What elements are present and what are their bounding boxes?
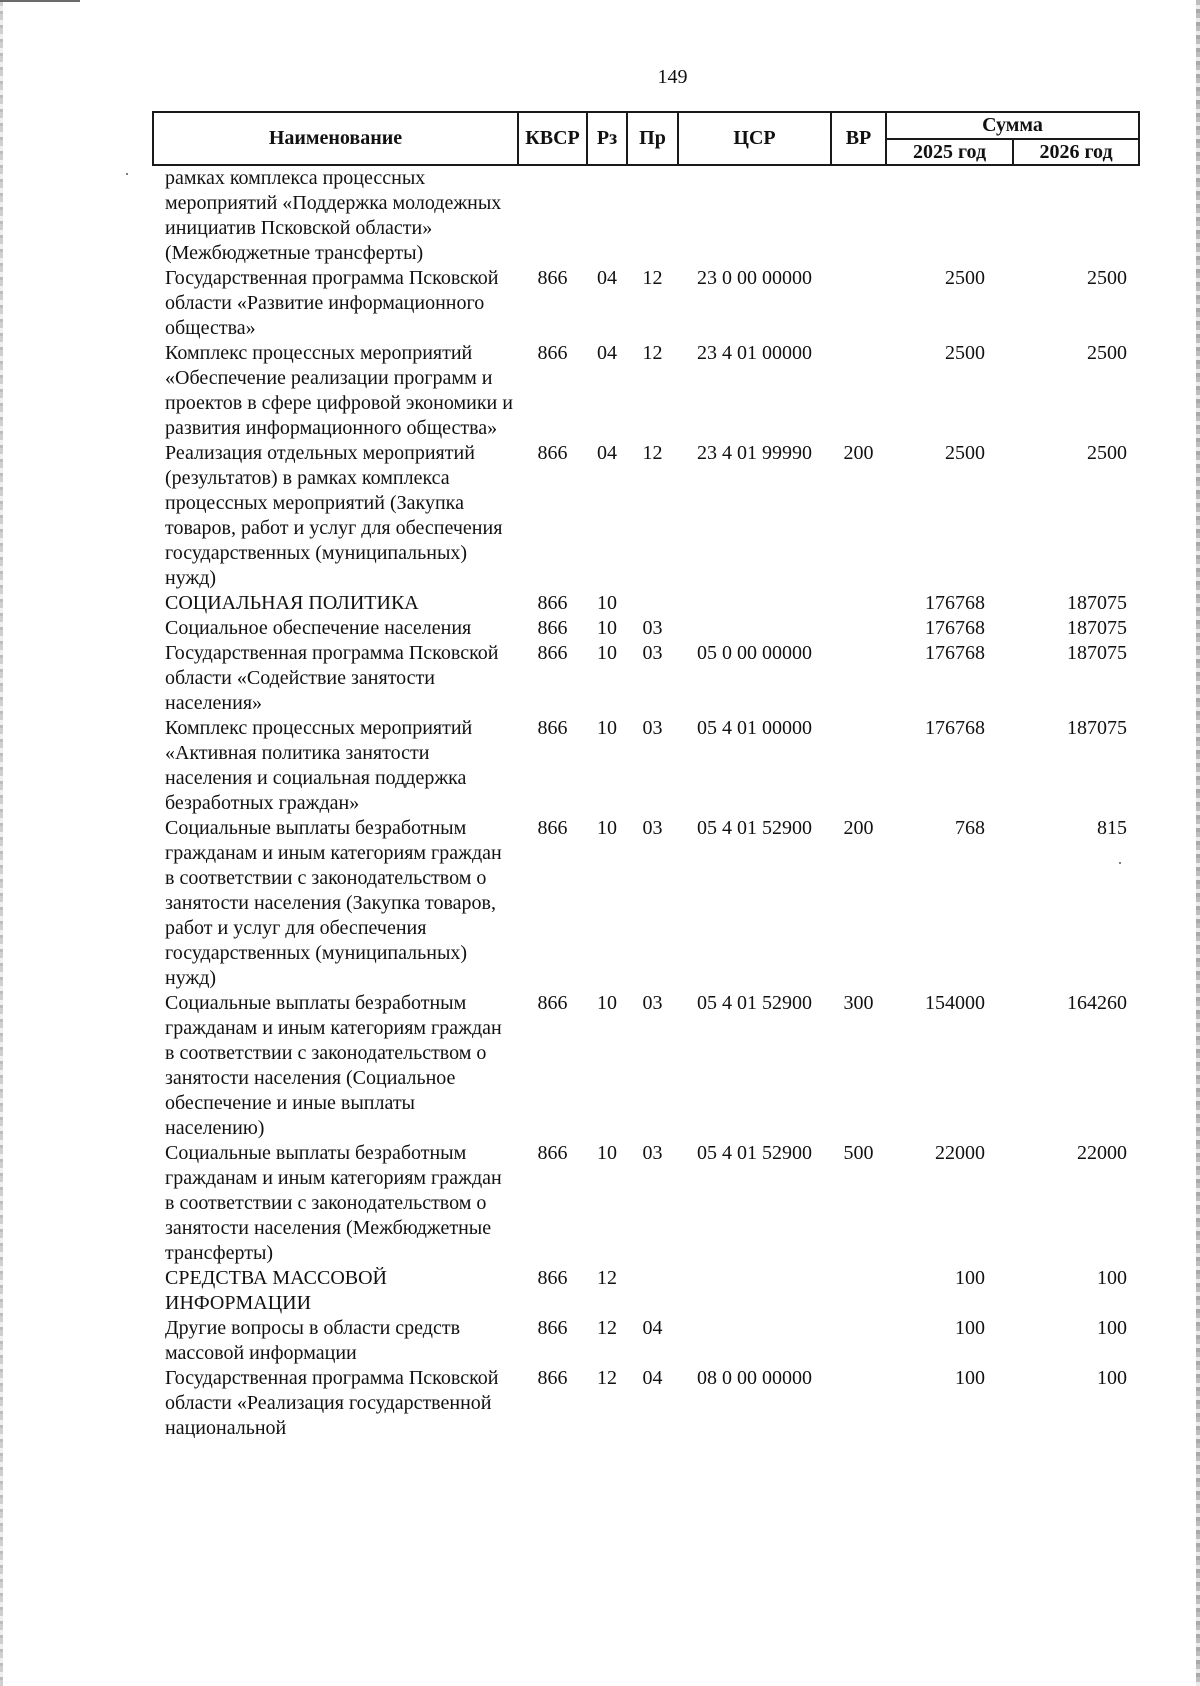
- cell-rz: 10: [597, 592, 617, 614]
- table-row: [153, 341, 1139, 441]
- cell-name: Социальные выплаты безработным гражданам и иным категориям граждан в соответствии с законодательством о занятости населения (Социальное обеспечение и иные выплаты населению): [165, 992, 502, 1139]
- cell-kvsr: 866: [537, 1317, 568, 1339]
- cell-kvsr: 866: [537, 1267, 568, 1289]
- table-row: [153, 616, 1139, 641]
- cell-2025: 176768: [925, 717, 985, 739]
- scan-top-line: [0, 0, 80, 2]
- cell-vr: [831, 591, 886, 616]
- cell-vr: [831, 341, 886, 441]
- cell-vr: [831, 1366, 886, 1441]
- table-row: [153, 591, 1139, 616]
- header-year-2025: 2025 год: [886, 139, 1013, 165]
- cell-name: Реализация отдельных мероприятий (результатов) в рамках комплекса процессных мероприятий (Закупка товаров, работ и услуг для обеспечения государственных (муниципальных) нужд): [165, 442, 503, 589]
- cell-vr: 500: [843, 1142, 874, 1164]
- table-row: [153, 1141, 1139, 1266]
- cell-name: Социальные выплаты безработным гражданам и иным категориям граждан в соответствии с законодательством о занятости населения (Межбюджетные трансферты): [165, 1142, 502, 1264]
- cell-kvsr: 866: [537, 1142, 568, 1164]
- cell-csr: 23 4 01 99990: [697, 442, 812, 464]
- cell-kvsr: 866: [537, 617, 568, 639]
- cell-2025: 2500: [945, 442, 985, 464]
- header-rz: Рз: [587, 112, 627, 165]
- cell-kvsr: 866: [537, 1367, 568, 1389]
- header-csr: ЦСР: [678, 112, 831, 165]
- cell-csr: 05 4 01 52900: [697, 817, 812, 839]
- cell-name: Государственная программа Псковской области «Реализация государственной национальной: [165, 1367, 499, 1439]
- cell-2025: 100: [955, 1367, 985, 1389]
- cell-vr: [831, 616, 886, 641]
- cell-pr: [627, 591, 678, 616]
- cell-name: СРЕДСТВА МАССОВОЙ ИНФОРМАЦИИ: [165, 1267, 387, 1314]
- cell-kvsr: 866: [537, 442, 568, 464]
- cell-pr: 12: [642, 442, 663, 464]
- cell-2025: [886, 165, 1013, 266]
- cell-rz: 04: [597, 342, 617, 364]
- cell-pr: 03: [642, 1142, 663, 1164]
- table-row: [153, 1316, 1139, 1366]
- cell-pr: 04: [642, 1317, 663, 1339]
- header-year-2026: 2026 год: [1013, 139, 1139, 165]
- cell-2025: 2500: [945, 342, 985, 364]
- cell-2025: 768: [955, 817, 985, 839]
- cell-2025: 22000: [935, 1142, 985, 1164]
- cell-pr: 12: [642, 342, 663, 364]
- cell-rz: 12: [597, 1317, 617, 1339]
- cell-vr: [831, 716, 886, 816]
- table-row: [153, 1366, 1139, 1441]
- cell-name: Другие вопросы в области средств массовой информации: [165, 1317, 461, 1364]
- cell-csr: 23 4 01 00000: [697, 342, 812, 364]
- header-vr: ВР: [831, 112, 886, 165]
- table-row: [153, 165, 1139, 266]
- cell-rz: 10: [597, 992, 617, 1014]
- scan-speck: [126, 173, 128, 175]
- table-body: [153, 165, 1139, 1441]
- cell-rz: [587, 165, 627, 266]
- cell-2026: 2500: [1087, 442, 1128, 464]
- cell-2026: 815: [1097, 817, 1128, 839]
- cell-rz: 10: [597, 642, 617, 664]
- cell-kvsr: 866: [537, 717, 568, 739]
- cell-pr: 03: [642, 642, 663, 664]
- table-header: [153, 112, 1139, 165]
- cell-2026: 100: [1097, 1317, 1128, 1339]
- cell-csr: 08 0 00 00000: [697, 1367, 812, 1389]
- cell-2025: 2500: [945, 267, 985, 289]
- cell-pr: [627, 1266, 678, 1316]
- cell-vr: [831, 641, 886, 716]
- cell-name: Комплекс процессных мероприятий «Активная политика занятости населения и социальная поддержка безработных граждан»: [165, 717, 473, 814]
- cell-kvsr: 866: [537, 267, 568, 289]
- cell-2026: 187075: [1067, 717, 1128, 739]
- cell-pr: 03: [642, 717, 663, 739]
- table-row: [153, 441, 1139, 591]
- cell-pr: 03: [642, 817, 663, 839]
- cell-rz: 10: [597, 617, 617, 639]
- cell-rz: 10: [597, 717, 617, 739]
- table-row: [153, 991, 1139, 1141]
- cell-2026: 100: [1097, 1367, 1128, 1389]
- budget-table: [152, 111, 1140, 1441]
- table-row: [153, 716, 1139, 816]
- cell-2025: 100: [955, 1317, 985, 1339]
- cell-csr: [678, 591, 831, 616]
- cell-2026: 187075: [1067, 617, 1128, 639]
- cell-rz: 12: [597, 1367, 617, 1389]
- cell-vr: 200: [843, 817, 874, 839]
- cell-2026: 22000: [1077, 1142, 1128, 1164]
- cell-2026: 187075: [1067, 592, 1128, 614]
- cell-2026: 164260: [1067, 992, 1128, 1014]
- cell-rz: 12: [597, 1267, 617, 1289]
- cell-name: Социальное обеспечение населения: [165, 617, 472, 639]
- cell-pr: 03: [642, 617, 663, 639]
- cell-csr: 23 0 00 00000: [697, 267, 812, 289]
- cell-name: Государственная программа Псковской области «Развитие информационного общества»: [165, 267, 499, 339]
- cell-2026: [1013, 165, 1139, 266]
- cell-pr: 04: [642, 1367, 663, 1389]
- scan-edge-right: [1196, 0, 1200, 1686]
- cell-name: рамках комплекса процессных мероприятий «Поддержка молодежных инициатив Псковской области» (Межбюджетные трансферты): [165, 167, 502, 264]
- table-row: [153, 1266, 1139, 1316]
- cell-csr: 05 4 01 52900: [697, 992, 812, 1014]
- header-sum: Сумма: [886, 112, 1139, 139]
- cell-csr: [678, 1266, 831, 1316]
- cell-kvsr: 866: [537, 817, 568, 839]
- cell-vr: 300: [843, 992, 874, 1014]
- cell-rz: 04: [597, 267, 617, 289]
- cell-kvsr: 866: [537, 642, 568, 664]
- cell-vr: [831, 266, 886, 341]
- cell-2025: 176768: [925, 592, 985, 614]
- header-kvsr: КВСР: [518, 112, 587, 165]
- cell-kvsr: [518, 165, 587, 266]
- cell-vr: [831, 1316, 886, 1366]
- cell-2025: 154000: [925, 992, 985, 1014]
- cell-csr: [678, 616, 831, 641]
- cell-2026: 187075: [1067, 642, 1128, 664]
- cell-2026: 2500: [1087, 267, 1128, 289]
- table-row: [153, 641, 1139, 716]
- cell-kvsr: 866: [537, 592, 568, 614]
- cell-csr: 05 4 01 00000: [697, 717, 812, 739]
- cell-rz: 10: [597, 817, 617, 839]
- cell-name: СОЦИАЛЬНАЯ ПОЛИТИКА: [165, 592, 419, 614]
- table-row: [153, 816, 1139, 991]
- header-pr: Пр: [627, 112, 678, 165]
- cell-kvsr: 866: [537, 342, 568, 364]
- cell-rz: 10: [597, 1142, 617, 1164]
- header-name: Наименование: [153, 112, 518, 165]
- cell-csr: 05 0 00 00000: [697, 642, 812, 664]
- cell-2026: 2500: [1087, 342, 1128, 364]
- cell-kvsr: 866: [537, 992, 568, 1014]
- cell-vr: 200: [843, 442, 874, 464]
- cell-name: Социальные выплаты безработным гражданам и иным категориям граждан в соответствии с законодательством о занятости населения (Закупка товаров, работ и услуг для обеспечения государственных (муниципальных) нужд): [165, 817, 502, 989]
- cell-2026: 100: [1097, 1267, 1128, 1289]
- cell-2025: 176768: [925, 642, 985, 664]
- table-row: [153, 266, 1139, 341]
- cell-csr: [678, 1316, 831, 1366]
- page-number: 149: [657, 66, 688, 88]
- cell-vr: [831, 165, 886, 266]
- cell-2025: 100: [955, 1267, 985, 1289]
- cell-vr: [831, 1266, 886, 1316]
- cell-pr: [627, 165, 678, 266]
- cell-name: Государственная программа Псковской области «Содействие занятости населения»: [165, 642, 499, 714]
- cell-csr: [678, 165, 831, 266]
- cell-name: Комплекс процессных мероприятий «Обеспечение реализации программ и проектов в сфере цифровой экономики и развития информационного общества»: [165, 342, 513, 439]
- cell-2025: 176768: [925, 617, 985, 639]
- cell-csr: 05 4 01 52900: [697, 1142, 812, 1164]
- cell-pr: 12: [642, 267, 663, 289]
- cell-pr: 03: [642, 992, 663, 1014]
- cell-rz: 04: [597, 442, 617, 464]
- scan-edge-left: [0, 0, 3, 1686]
